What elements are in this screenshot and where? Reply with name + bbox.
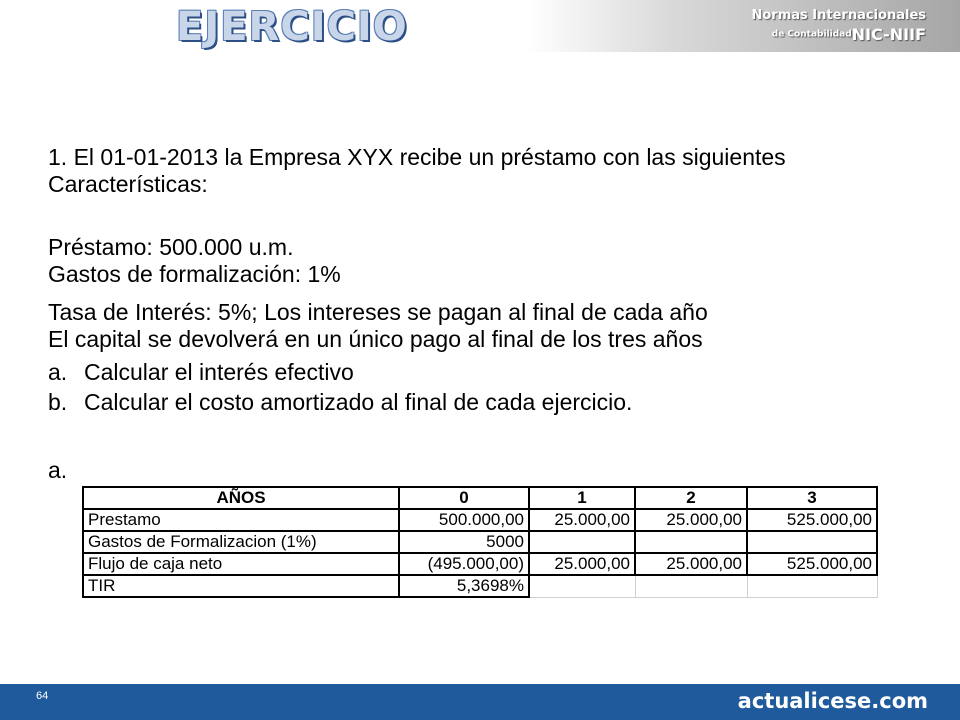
rate-text: Tasa de Interés: 5%; Los intereses se pagan al final de cada año — [48, 299, 708, 325]
cash-flow-table — [82, 486, 878, 598]
slide-title: EJERCICIO — [176, 4, 408, 50]
table-cell: Prestamo — [83, 509, 399, 531]
table-row — [83, 531, 877, 553]
intro-line-2: Características: — [48, 171, 208, 197]
table-cell: 525.000,00 — [747, 553, 877, 575]
table-row — [83, 553, 877, 575]
task-item — [48, 387, 928, 417]
table-cell: Flujo de caja neto — [83, 553, 399, 575]
table-row — [83, 509, 877, 531]
table-cell: (495.000,00) — [399, 553, 529, 575]
brand-line2 — [752, 24, 927, 44]
page-number: 64 — [36, 690, 49, 702]
table-cell: 25.000,00 — [529, 553, 635, 575]
brand-line2-big: NIC-NIIF — [851, 25, 926, 44]
table-header-row — [83, 487, 877, 509]
task-text: Calcular el costo amortizado al final de cada ejercicio. — [84, 389, 633, 415]
brand-line1: Normas Internacionales — [751, 8, 926, 23]
table-cell: 500.000,00 — [399, 509, 529, 531]
brand-logo — [752, 8, 927, 44]
slide-header — [0, 0, 960, 52]
site-logo: actualicese.com — [737, 689, 928, 713]
table-cell — [635, 575, 747, 597]
table-cell: 5,3698% — [399, 575, 529, 597]
table-cell — [747, 575, 877, 597]
fees-text: Gastos de formalización: 1% — [48, 261, 341, 287]
slide-footer — [0, 684, 960, 720]
table-header-cell: 1 — [529, 487, 635, 509]
table-cell: Gastos de Formalizacion (1%) — [83, 531, 399, 553]
task-text: Calcular el interés efectivo — [84, 359, 354, 385]
table-cell: 25.000,00 — [635, 553, 747, 575]
table-cell — [529, 531, 635, 553]
table-cell: 525.000,00 — [747, 509, 877, 531]
table-row — [83, 575, 877, 597]
table-cell: 25.000,00 — [635, 509, 747, 531]
table-header-cell: AÑOS — [83, 487, 399, 509]
table-header-cell: 0 — [399, 487, 529, 509]
brand-line2-small: de Contabilidad — [771, 29, 852, 40]
table-cell — [747, 531, 877, 553]
table-cell: 5000 — [399, 531, 529, 553]
task-marker: b. — [48, 389, 68, 415]
table-cell: 25.000,00 — [529, 509, 635, 531]
task-item — [48, 357, 928, 387]
slide-body — [48, 144, 928, 484]
intro-line-1: 1. El 01-01-2013 la Empresa XYX recibe un préstamo con las siguientes — [48, 144, 786, 170]
answer-marker: a. — [48, 457, 68, 483]
table-header-cell: 3 — [747, 487, 877, 509]
task-list — [48, 357, 928, 417]
task-marker: a. — [48, 359, 68, 385]
table-header-cell: 2 — [635, 487, 747, 509]
loan-text: Préstamo: 500.000 u.m. — [48, 234, 294, 260]
table-cell: TIR — [83, 575, 399, 597]
capital-text: El capital se devolverá en un único pago al final de los tres años — [48, 326, 703, 352]
table-cell — [529, 575, 635, 597]
table-cell — [635, 531, 747, 553]
